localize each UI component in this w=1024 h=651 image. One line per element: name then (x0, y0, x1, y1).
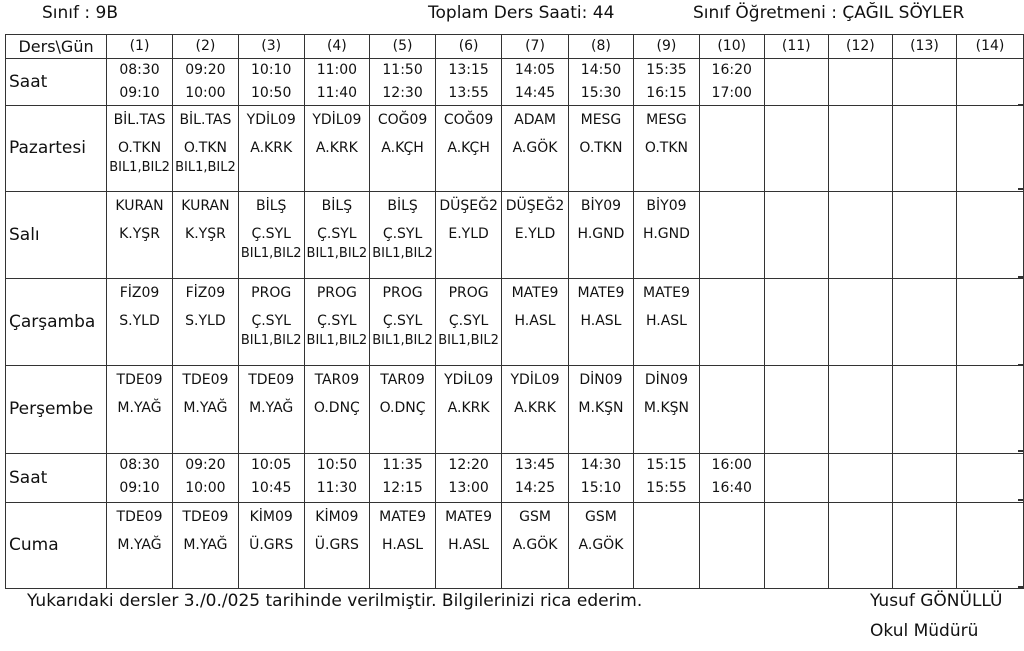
lesson-subject: GSM (585, 509, 617, 525)
corner-label: Ders\Gün (6, 35, 107, 59)
end-time: 16:15 (646, 85, 687, 101)
lesson-teacher: O.TKN (579, 140, 623, 156)
lesson-subject: PROG (251, 285, 292, 301)
empty-cell (699, 192, 764, 279)
lesson-subject: PROG (316, 285, 357, 301)
lesson-cell (107, 279, 173, 366)
lesson-cell (370, 366, 436, 454)
class-info: Sınıf : 9B (42, 3, 119, 23)
end-time: 12:30 (382, 85, 423, 101)
lesson-subject: TDE09 (248, 372, 295, 388)
lesson-teacher: Ç.SYL (448, 313, 489, 329)
lesson-cell (304, 503, 370, 589)
lesson-teacher: M.KŞN (578, 400, 624, 416)
lesson-subject: YDİL09 (312, 112, 362, 128)
lesson-teacher: A.GÖK (512, 140, 558, 156)
page-edge-mark (1018, 104, 1024, 106)
start-time: 09:20 (185, 62, 226, 78)
lesson-cell (502, 366, 568, 454)
end-time: 09:10 (119, 85, 160, 101)
time-slot (238, 59, 304, 106)
start-time: 11:50 (382, 62, 423, 78)
lesson-cell (502, 503, 568, 589)
period-number: (5) (370, 35, 436, 59)
period-number: (6) (435, 35, 501, 59)
lesson-teacher: H.ASL (580, 313, 622, 329)
end-time: 12:15 (382, 480, 423, 496)
lesson-teacher: K.YŞR (119, 226, 160, 242)
lesson-cell (172, 279, 238, 366)
lesson-cell (568, 503, 634, 589)
end-time: 13:55 (448, 85, 489, 101)
end-time: 15:10 (580, 480, 622, 496)
lesson-teacher: H.ASL (448, 537, 490, 553)
signer-title: Okul Müdürü (870, 621, 979, 641)
lesson-subject: FİZ09 (185, 285, 226, 301)
end-time: 09:10 (119, 480, 160, 496)
lesson-subject: KİM09 (249, 509, 293, 525)
empty-cell (699, 366, 764, 454)
time-slot (172, 454, 238, 503)
lesson-subject: TAR09 (314, 372, 360, 388)
lesson-teacher: A.KRK (315, 140, 358, 156)
period-number: (10) (699, 35, 764, 59)
lesson-teacher: K.YŞR (185, 226, 226, 242)
lesson-cell (370, 106, 436, 192)
start-time: 15:35 (646, 62, 687, 78)
time-row-label: Saat (6, 59, 107, 106)
lesson-cell (502, 106, 568, 192)
lesson-cell (634, 192, 700, 279)
lesson-teacher: M.YAĞ (183, 400, 228, 416)
footer-note: Yukarıdaki dersler 3./0./025 tarihinde verilmiştir. Bilgilerinizi rica ederim. (27, 591, 643, 611)
period-number: (8) (568, 35, 634, 59)
lesson-teacher: H.ASL (382, 537, 424, 553)
lesson-teacher: O.TKN (183, 140, 227, 156)
lesson-cell (107, 366, 173, 454)
lesson-teacher: Ç.SYL (382, 313, 423, 329)
time-slot (892, 59, 956, 106)
timetable (5, 34, 1024, 589)
lesson-cell (304, 192, 370, 279)
period-number: (1) (107, 35, 173, 59)
lesson-subject: DÜŞEĞ2 (505, 198, 565, 214)
time-slot (568, 454, 634, 503)
empty-cell (764, 192, 828, 279)
lesson-cell (634, 366, 700, 454)
lesson-teacher: A.KÇH (447, 140, 490, 156)
page-edge-mark (1018, 499, 1024, 501)
time-slot (238, 454, 304, 503)
lesson-subject: TDE09 (116, 509, 163, 525)
lesson-subject: MATE9 (643, 285, 690, 301)
empty-cell (892, 106, 956, 192)
page-edge-mark (1018, 450, 1024, 452)
lesson-cell (107, 192, 173, 279)
lesson-cell (568, 279, 634, 366)
lesson-subject: TAR09 (380, 372, 425, 388)
time-slot (699, 59, 764, 106)
lesson-room: BIL1,BIL2 (372, 334, 433, 348)
lesson-subject: TDE09 (182, 509, 229, 525)
lesson-teacher: Ç.SYL (317, 226, 357, 242)
time-slot (568, 59, 634, 106)
time-slot (699, 454, 764, 503)
empty-cell (892, 503, 956, 589)
page-edge-mark (1018, 188, 1024, 190)
lesson-cell (370, 503, 436, 589)
lesson-subject: DÜŞEĞ2 (439, 198, 498, 214)
empty-cell (957, 106, 1024, 192)
end-time: 11:40 (316, 85, 358, 101)
lesson-subject: MATE9 (379, 509, 426, 525)
lesson-teacher: A.KÇH (381, 140, 424, 156)
end-time: 10:45 (251, 480, 292, 496)
empty-cell (699, 279, 764, 366)
lesson-cell (238, 106, 304, 192)
lesson-room: BIL1,BIL2 (306, 247, 368, 261)
empty-cell (957, 366, 1024, 454)
lesson-teacher: S.YLD (185, 313, 226, 329)
lesson-cell (107, 106, 173, 192)
start-time: 08:30 (119, 457, 160, 473)
time-slot (957, 454, 1024, 503)
period-header-row (6, 35, 1024, 59)
lesson-cell (634, 279, 700, 366)
end-time: 14:45 (514, 85, 556, 101)
lesson-cell (502, 192, 568, 279)
start-time: 13:15 (448, 62, 489, 78)
lesson-room: BIL1,BIL2 (175, 161, 236, 175)
time-slot (304, 454, 370, 503)
lesson-room: BIL1,BIL2 (306, 334, 368, 348)
time-row (6, 59, 1024, 106)
empty-cell (828, 106, 892, 192)
lesson-subject: BİLŞ (387, 198, 418, 214)
empty-cell (828, 366, 892, 454)
time-slot (107, 454, 173, 503)
lesson-teacher: A.GÖK (578, 537, 624, 553)
total-hours-label: Toplam Ders Saati (428, 3, 582, 23)
lesson-subject: PROG (382, 285, 423, 301)
lesson-subject: BİL.TAS (113, 112, 166, 128)
time-slot (828, 454, 892, 503)
end-time: 14:25 (514, 480, 556, 496)
lesson-subject: GSM (519, 509, 551, 525)
lesson-room: BIL1,BIL2 (240, 247, 302, 261)
start-time: 10:05 (251, 457, 292, 473)
time-slot (370, 454, 436, 503)
period-number: (14) (957, 35, 1024, 59)
empty-cell (764, 106, 828, 192)
time-slot (634, 454, 700, 503)
day-row (6, 106, 1024, 192)
time-slot (892, 454, 956, 503)
lesson-cell (370, 279, 436, 366)
lesson-cell (238, 279, 304, 366)
lesson-cell (172, 106, 238, 192)
lesson-teacher: M.KŞN (643, 400, 689, 416)
lesson-subject: MESG (580, 112, 622, 128)
start-time: 16:20 (711, 62, 752, 78)
empty-cell (764, 366, 828, 454)
signer-name: Yusuf GÖNÜLLÜ (870, 591, 1003, 611)
lesson-teacher: A.KRK (250, 140, 293, 156)
total-hours-value: 44 (592, 3, 615, 23)
lesson-cell (370, 192, 436, 279)
lesson-cell (435, 279, 501, 366)
lesson-subject: TDE09 (182, 372, 229, 388)
page-edge-mark (1018, 586, 1024, 588)
lesson-subject: MATE9 (577, 285, 625, 301)
lesson-teacher: M.YAĞ (117, 400, 162, 416)
end-time: 17:00 (711, 85, 752, 101)
class-value: 9B (95, 3, 119, 23)
start-time: 10:50 (316, 457, 358, 473)
day-row (6, 366, 1024, 454)
lesson-subject: TDE09 (116, 372, 163, 388)
lesson-teacher: Ç.SYL (317, 313, 357, 329)
lesson-cell (502, 279, 568, 366)
empty-cell (892, 192, 956, 279)
empty-cell (957, 279, 1024, 366)
period-number: (13) (892, 35, 956, 59)
lesson-room: BIL1,BIL2 (438, 334, 499, 348)
day-row (6, 192, 1024, 279)
lesson-subject: BİY09 (646, 198, 687, 214)
day-row (6, 503, 1024, 589)
lesson-cell (435, 106, 501, 192)
end-time: 15:30 (580, 85, 622, 101)
lesson-subject: MATE9 (445, 509, 493, 525)
lesson-subject: YDİL09 (510, 372, 560, 388)
time-slot (634, 59, 700, 106)
end-time: 10:50 (251, 85, 292, 101)
page-edge-mark (1018, 364, 1024, 366)
lesson-subject: KURAN (181, 198, 230, 214)
time-slot (502, 59, 568, 106)
start-time: 11:35 (382, 457, 423, 473)
period-number: (7) (502, 35, 568, 59)
period-number: (12) (828, 35, 892, 59)
lesson-cell (435, 503, 501, 589)
lesson-subject: YDİL09 (246, 112, 296, 128)
lesson-cell (435, 366, 501, 454)
lesson-cell (172, 192, 238, 279)
empty-cell (828, 192, 892, 279)
start-time: 09:20 (185, 457, 226, 473)
period-number: (4) (304, 35, 370, 59)
time-slot (172, 59, 238, 106)
lesson-subject: MESG (646, 112, 687, 128)
lesson-teacher: Ü.GRS (249, 537, 294, 553)
start-time: 14:50 (580, 62, 622, 78)
empty-cell (699, 106, 764, 192)
lesson-room: BIL1,BIL2 (240, 334, 302, 348)
start-time: 15:15 (646, 457, 687, 473)
empty-cell (828, 503, 892, 589)
day-label: Pazartesi (6, 106, 107, 192)
period-number: (3) (238, 35, 304, 59)
start-time: 14:05 (514, 62, 556, 78)
lesson-teacher: A.GÖK (512, 537, 558, 553)
start-time: 16:00 (711, 457, 752, 473)
lesson-cell (172, 366, 238, 454)
day-label: Salı (6, 192, 107, 279)
empty-cell (957, 503, 1024, 589)
lesson-room: BIL1,BIL2 (372, 247, 433, 261)
class-teacher-info: Sınıf Öğretmeni : ÇAĞIL SÖYLER (693, 3, 965, 23)
lesson-cell (568, 192, 634, 279)
lesson-teacher: H.GND (643, 226, 690, 242)
lesson-teacher: Ü.GRS (314, 537, 359, 553)
lesson-subject: KURAN (115, 198, 164, 214)
lesson-teacher: A.KRK (447, 400, 490, 416)
lesson-cell (304, 279, 370, 366)
lesson-subject: COĞ09 (377, 112, 428, 128)
start-time: 13:45 (514, 457, 556, 473)
time-slot (435, 59, 501, 106)
lesson-subject: BİY09 (580, 198, 622, 214)
empty-cell (634, 503, 700, 589)
lesson-subject: YDİL09 (444, 372, 494, 388)
lesson-cell (568, 366, 634, 454)
lesson-teacher: Ç.SYL (251, 226, 291, 242)
lesson-cell (238, 503, 304, 589)
lesson-teacher: H.GND (577, 226, 625, 242)
lesson-cell (238, 192, 304, 279)
start-time: 12:20 (448, 457, 489, 473)
lesson-teacher: M.YAĞ (117, 537, 162, 553)
lesson-teacher: H.ASL (645, 313, 687, 329)
empty-cell (957, 192, 1024, 279)
day-label: Cuma (6, 503, 107, 589)
empty-cell (892, 366, 956, 454)
lesson-cell (435, 192, 501, 279)
lesson-teacher: O.TKN (644, 140, 689, 156)
time-slot (435, 454, 501, 503)
start-time: 10:10 (251, 62, 292, 78)
class-teacher-label: Sınıf Öğretmeni (693, 3, 826, 23)
period-number: (11) (764, 35, 828, 59)
lesson-teacher: Ç.SYL (251, 313, 291, 329)
time-slot (957, 59, 1024, 106)
lesson-subject: MATE9 (511, 285, 559, 301)
lesson-cell (238, 366, 304, 454)
day-row (6, 279, 1024, 366)
lesson-subject: DİN09 (644, 372, 689, 388)
empty-cell (764, 503, 828, 589)
end-time: 10:00 (185, 480, 226, 496)
period-number: (2) (172, 35, 238, 59)
lesson-cell (304, 366, 370, 454)
period-number: (9) (634, 35, 700, 59)
time-slot (370, 59, 436, 106)
end-time: 13:00 (448, 480, 489, 496)
lesson-teacher: E.YLD (514, 226, 556, 242)
lesson-cell (107, 503, 173, 589)
lesson-cell (568, 106, 634, 192)
lesson-teacher: Ç.SYL (382, 226, 423, 242)
class-label: Sınıf (42, 3, 79, 23)
lesson-subject: COĞ09 (443, 112, 494, 128)
time-slot (304, 59, 370, 106)
time-slot (502, 454, 568, 503)
lesson-teacher: H.ASL (514, 313, 556, 329)
time-slot (828, 59, 892, 106)
lesson-teacher: O.DNÇ (313, 400, 360, 416)
lesson-subject: FİZ09 (119, 285, 160, 301)
lesson-teacher: M.YAĞ (183, 537, 228, 553)
time-row (6, 454, 1024, 503)
end-time: 15:55 (646, 480, 687, 496)
lesson-teacher: O.DNÇ (379, 400, 426, 416)
lesson-subject: BİLŞ (255, 198, 287, 214)
lesson-teacher: O.TKN (117, 140, 162, 156)
lesson-subject: DİN09 (579, 372, 623, 388)
lesson-teacher: S.YLD (119, 313, 160, 329)
lesson-subject: BİLŞ (321, 198, 353, 214)
time-slot (107, 59, 173, 106)
start-time: 11:00 (316, 62, 358, 78)
end-time: 10:00 (185, 85, 226, 101)
end-time: 16:40 (711, 480, 752, 496)
lesson-subject: ADAM (514, 112, 556, 128)
lesson-teacher: E.YLD (448, 226, 489, 242)
day-label: Çarşamba (6, 279, 107, 366)
lesson-teacher: A.KRK (514, 400, 556, 416)
time-slot (764, 454, 828, 503)
time-slot (764, 59, 828, 106)
empty-cell (892, 279, 956, 366)
lesson-cell (172, 503, 238, 589)
end-time: 11:30 (316, 480, 358, 496)
total-hours-info: Toplam Ders Saati: 44 (428, 3, 615, 23)
lesson-subject: BİL.TAS (179, 112, 232, 128)
empty-cell (828, 279, 892, 366)
lesson-cell (304, 106, 370, 192)
lesson-teacher: M.YAĞ (249, 400, 294, 416)
lesson-subject: KİM09 (315, 509, 359, 525)
start-time: 14:30 (580, 457, 622, 473)
start-time: 08:30 (119, 62, 160, 78)
day-label: Perşembe (6, 366, 107, 454)
empty-cell (764, 279, 828, 366)
class-teacher-value: ÇAĞIL SÖYLER (842, 3, 965, 23)
page-edge-mark (1018, 276, 1024, 278)
time-row-label: Saat (6, 454, 107, 503)
empty-cell (699, 503, 764, 589)
lesson-room: BIL1,BIL2 (109, 161, 170, 175)
lesson-subject: PROG (448, 285, 489, 301)
lesson-cell (634, 106, 700, 192)
